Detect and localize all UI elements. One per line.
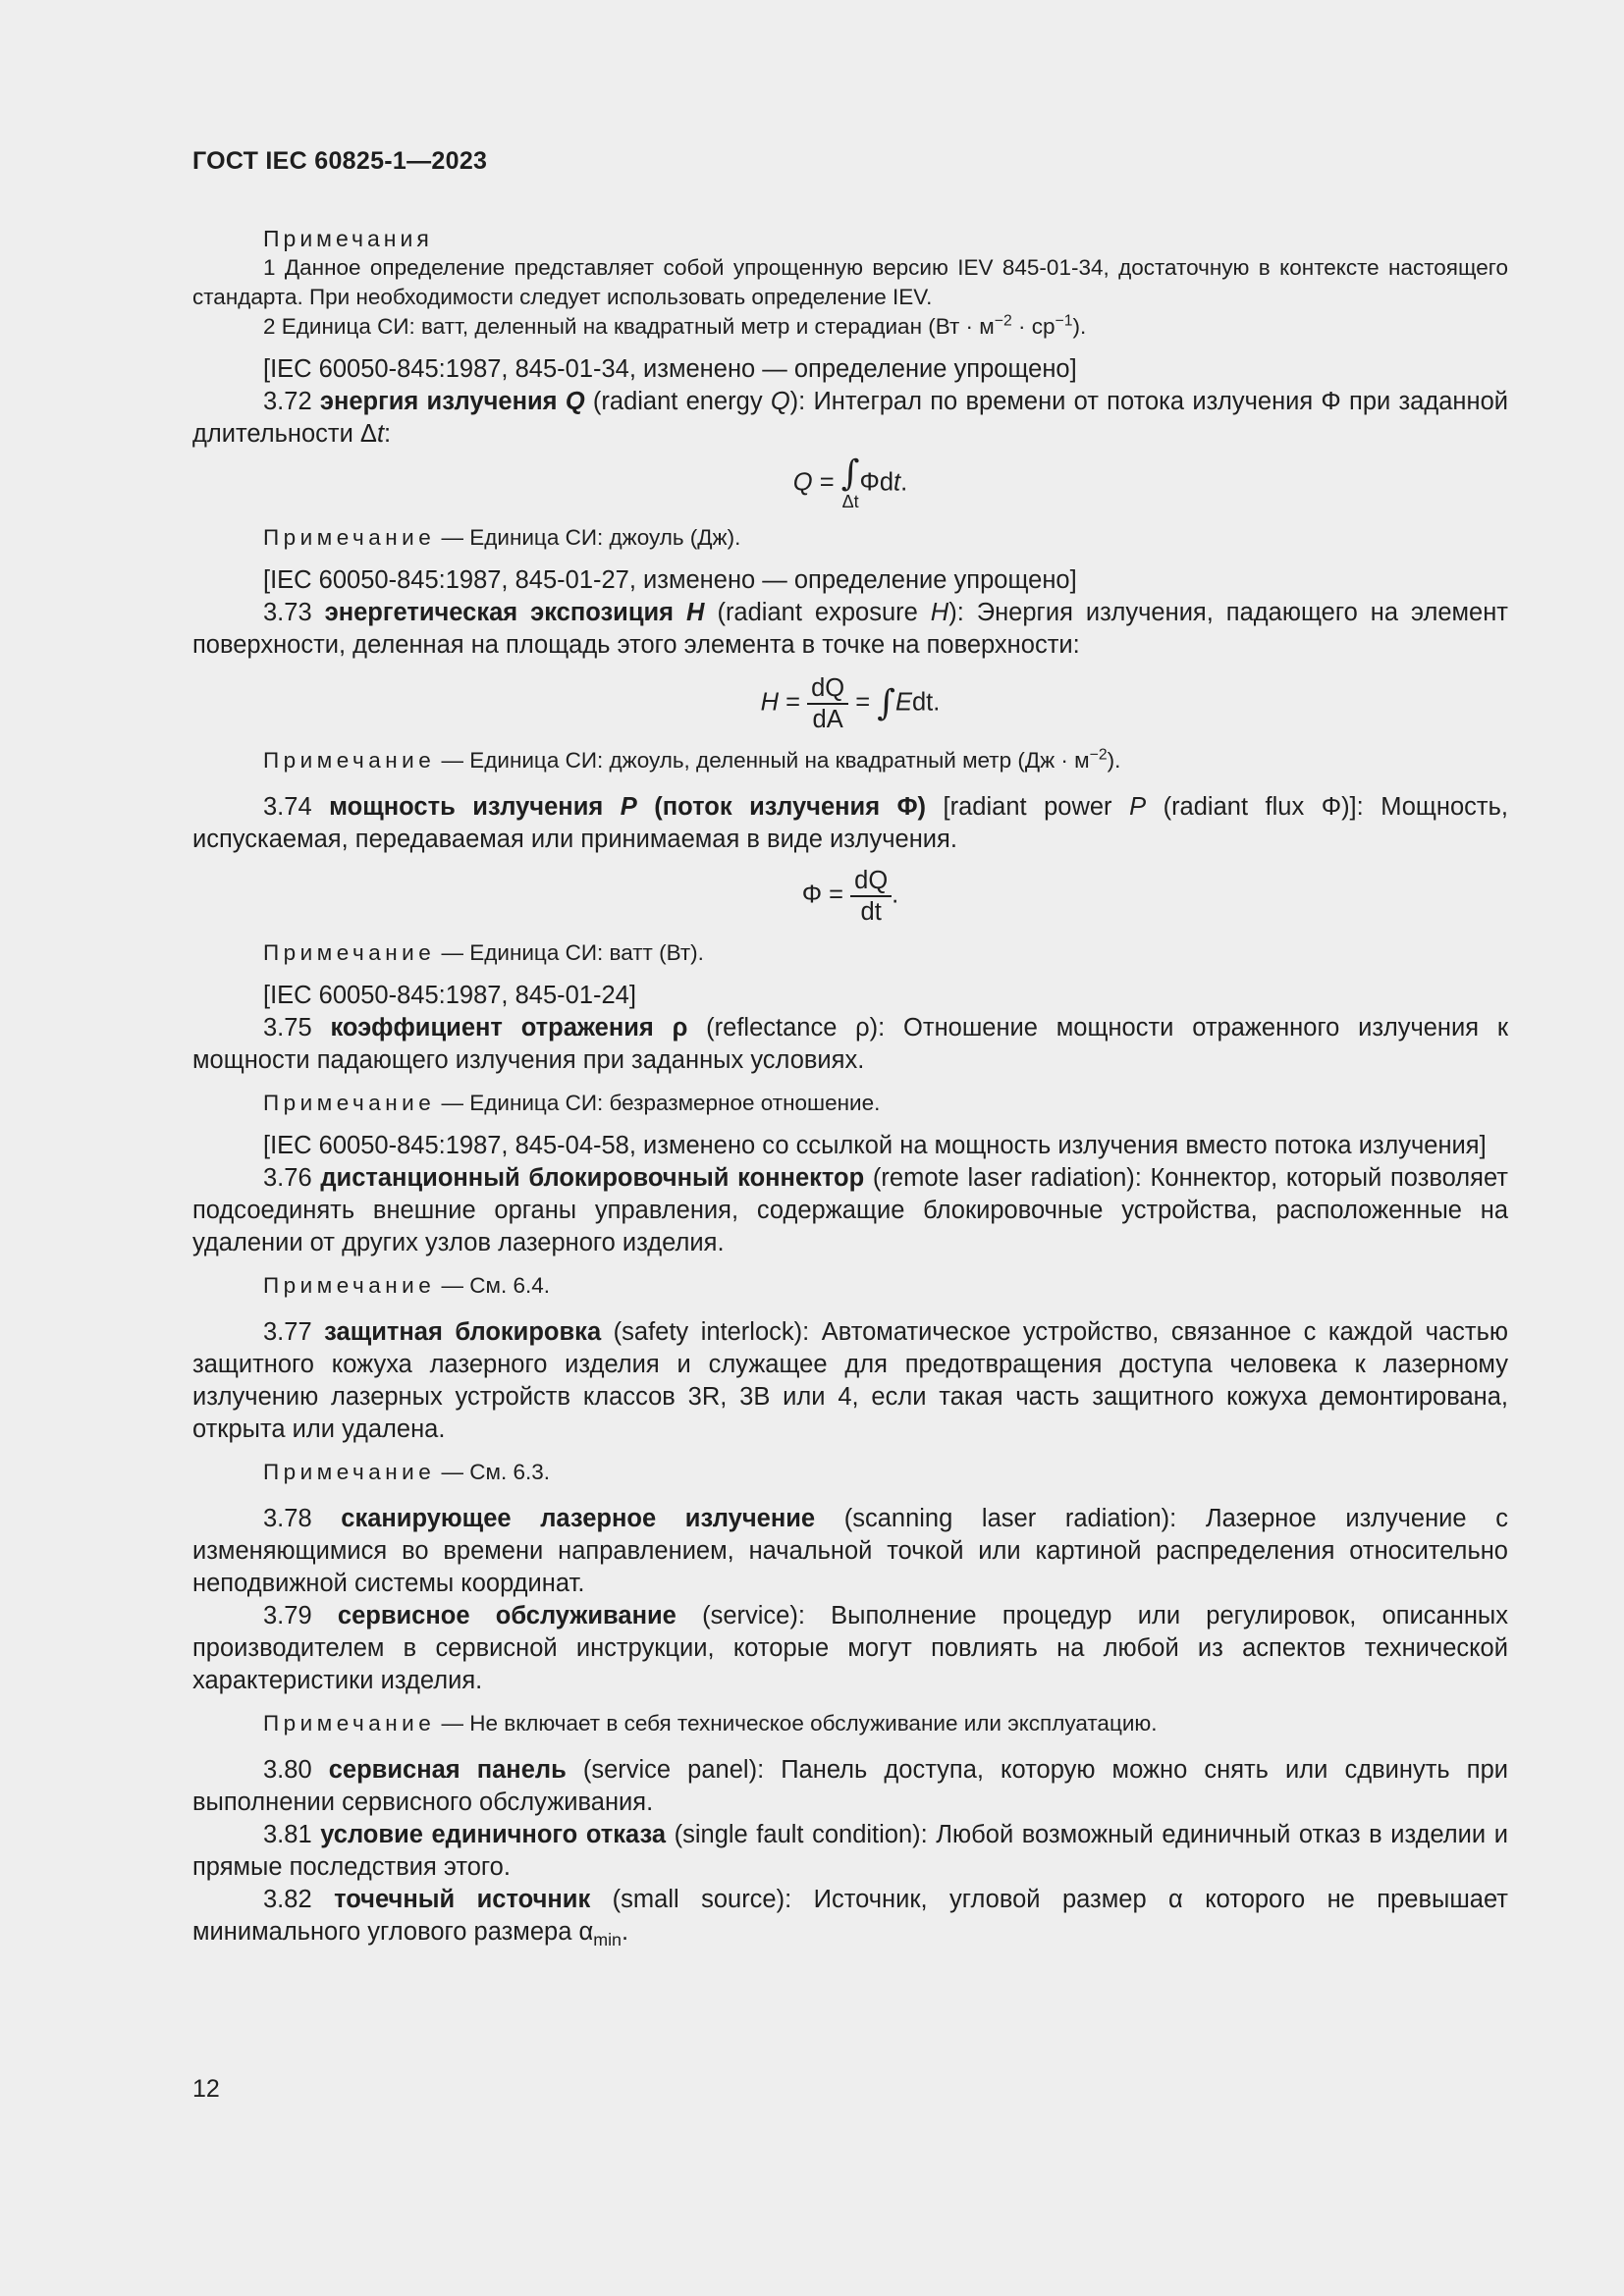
term-3-73: 3.73 энергетическая экспозиция H (radiant exposure H): Энергия излучения, падающего на элемент поверхности, деленная на площадь этого элемента в точке на поверхности: [192, 599, 1508, 659]
term-3-80: 3.80 сервисная панель (service panel): Панель доступа, которую можно снять или сдвинуть при выполнении сервисного обслуживания. [192, 1756, 1508, 1816]
note-3-72: Примечание — Единица СИ: джоуль (Дж). [263, 525, 741, 550]
term-3-79: 3.79 сервисное обслуживание (service): Выполнение процедур или регулировок, описанных производителем в сервисной инструкции, которые могут повлиять на любой из аспектов технической характеристики изделия. [192, 1602, 1508, 1694]
note-2: 2 Единица СИ: ватт, деленный на квадратный метр и стерадиан $(Вт \cdot м^{-2} \cdot ср^{-1})$. [263, 312, 1087, 339]
fraction-dq-dt: $\frac{dQ}{dt}$ [850, 866, 892, 927]
note-3-75: Примечание — Единица СИ: безразмерное отношение. [263, 1091, 881, 1115]
reference-3-75: [IEC 60050-845:1987, 845-04-58, изменено со ссылкой на мощность излучения вместо потока излучения] [263, 1132, 1487, 1159]
term-3-75: 3.75 коэффициент отражения ρ (reflectance ρ): Отношение мощности отраженного излучения к мощности падающего излучения при заданных условиях. [192, 1014, 1508, 1074]
formula-3-72: Q = ∫ Δt Φdt. [792, 454, 908, 511]
term-3-82: 3.82 точечный источник (small source): Источник, угловой размер α которого не превышает минимального углового размера $\alpha_{min}$. [192, 1886, 1508, 1950]
page-header: ГОСТ IEC 60825-1—2023 [192, 147, 488, 175]
note-3-73: Примечание — Единица СИ: джоуль, деленный на квадратный метр $(Дж \cdot м^{-2})$. [263, 746, 1121, 773]
term-3-81: 3.81 условие единичного отказа (single fault condition): Любой возможный единичный отказ в изделии и прямые последствия этого. [192, 1821, 1508, 1881]
term-3-74: 3.74 мощность излучения P (поток излучения Φ) [radiant power P (radiant flux Φ)]: Мощность, испускаемая, передаваемая или принимаемая в виде излучения. [192, 793, 1508, 853]
document-body [192, 224, 1508, 1949]
page-number: 12 [192, 2075, 220, 2103]
notes-title: Примечания [263, 226, 433, 251]
note-3-76: Примечание — См. 6.4. [263, 1273, 550, 1298]
integral-sign: ∫ [877, 683, 895, 723]
formula-3-73: H = $\frac{dQ}{dA}$ = ∫ Edt. [760, 674, 941, 733]
fraction-dq-da: $\frac{dQ}{dA}$ [807, 673, 848, 734]
term-3-78: 3.78 сканирующее лазерное излучение (scanning laser radiation): Лазерное излучение с изменяющимися во времени направлением, начальной точкой или картиной распределения относительно неподвижной системы координат. [192, 1505, 1508, 1597]
integral-sign: ∫ Δt [840, 454, 860, 511]
term-3-72: 3.72 энергия излучения Q (radiant energy Q): Интеграл по времени от потока излучения Φ при заданной длительности Δt: [192, 388, 1509, 448]
reference-3-71: [IEC 60050-845:1987, 845-01-34, изменено — определение упрощено] [263, 355, 1077, 383]
note-1: 1 Данное определение представляет собой упрощенную версию IEV 845-01-34, достаточную в контексте настоящего стандарта. При необходимости следует использовать определение IEV. [192, 255, 1508, 309]
formula-3-74: Φ = $\frac{dQ}{dt}$ . [801, 867, 899, 926]
note-3-77: Примечание — См. 6.3. [263, 1460, 550, 1484]
term-3-76: 3.76 дистанционный блокировочный коннектор (remote laser radiation): Коннектор, который позволяет подсоединять внешние органы управления, содержащие блокировочные устройства, расположенные на удалении от других узлов лазерного изделия. [192, 1164, 1508, 1256]
reference-3-74: [IEC 60050-845:1987, 845-01-24] [263, 982, 636, 1009]
term-3-77: 3.77 защитная блокировка (safety interlock): Автоматическое устройство, связанное с каждой частью защитного кожуха лазерного изделия и служащее для предотвращения доступа человека к лазерному излучению лазерных устройств классов 3R, 3B или 4, если такая часть защитного кожуха демонтирована, открыта или удалена. [192, 1318, 1508, 1443]
reference-3-72: [IEC 60050-845:1987, 845-01-27, изменено — определение упрощено] [263, 566, 1077, 594]
note-3-79: Примечание — Не включает в себя техническое обслуживание или эксплуатацию. [263, 1711, 1158, 1735]
note-3-74: Примечание — Единица СИ: ватт (Вт). [263, 940, 704, 965]
